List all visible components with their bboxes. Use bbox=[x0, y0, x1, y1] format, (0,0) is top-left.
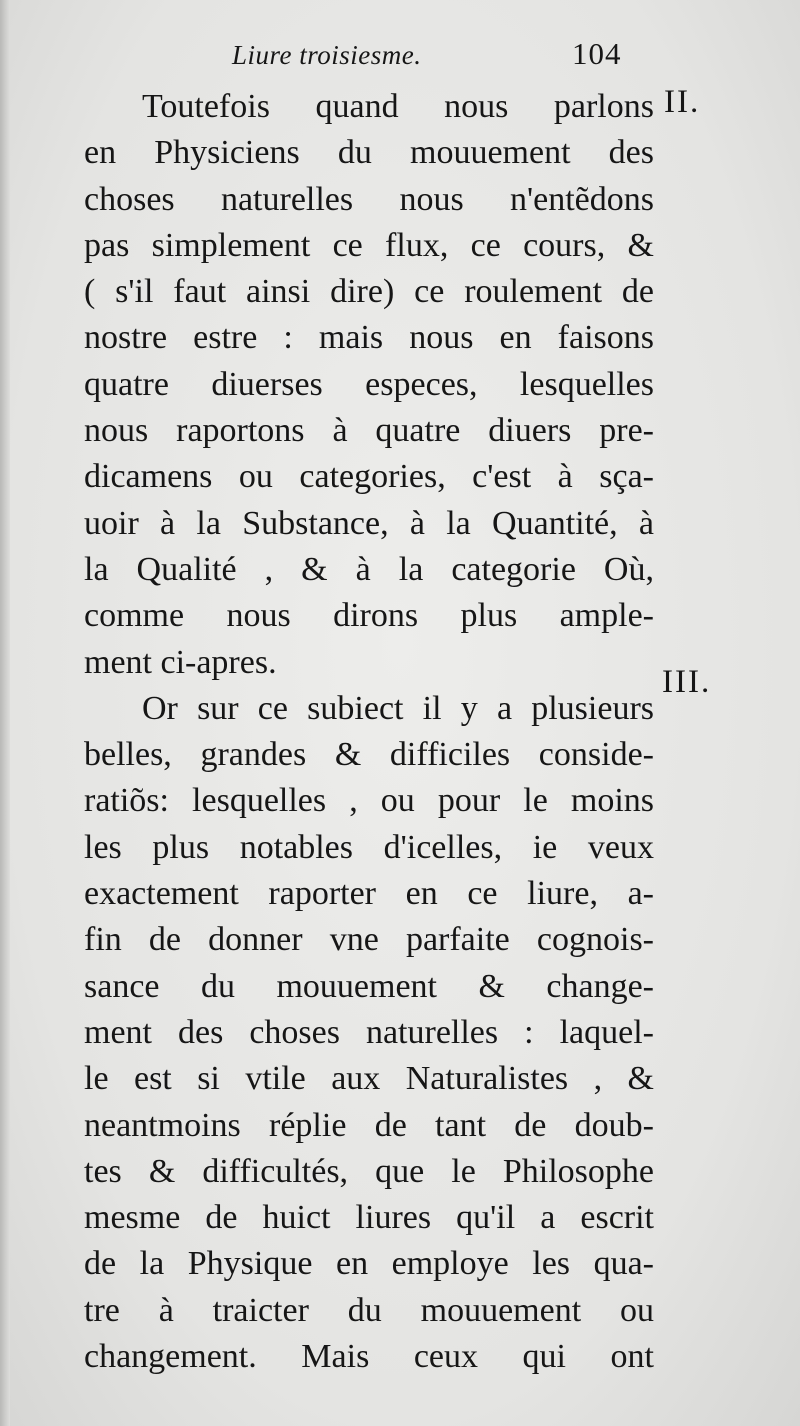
text-line: le est si vtile aux Naturalistes , & bbox=[84, 1060, 654, 1098]
text-line: sance du mouuement & change- bbox=[84, 967, 654, 1005]
text-line: Or sur ce subiect il y a plusieurs bbox=[142, 689, 654, 727]
marginal-section-number-3: III. bbox=[662, 664, 712, 700]
text-line: uoir à la Substance, à la Quantité, à bbox=[84, 504, 654, 542]
text-line: belles, grandes & difficiles conside- bbox=[84, 736, 654, 774]
text-line: tes & difficultés, que le Philosophe bbox=[84, 1152, 654, 1190]
text-line: ratiõs: lesquelles , ou pour le moins bbox=[84, 782, 654, 820]
text-line: mesme de huict liures qu'il a escrit bbox=[84, 1199, 654, 1237]
marginal-section-number-2: II. bbox=[664, 84, 701, 120]
text-line: nostre estre : mais nous en faisons bbox=[84, 319, 654, 357]
text-line: comme nous dirons plus ample- bbox=[84, 597, 654, 635]
text-line: quatre diuerses especes, lesquelles bbox=[84, 365, 654, 403]
text-line: neantmoins réplie de tant de doub- bbox=[84, 1106, 654, 1144]
text-line: exactement raporter en ce liure, a- bbox=[84, 875, 654, 913]
text-line: dicamens ou categories, c'est à sça- bbox=[84, 458, 654, 496]
text-line: de la Physique en employe les qua- bbox=[84, 1245, 654, 1283]
text-line: les plus notables d'icelles, ie veux bbox=[84, 828, 654, 866]
text-line: changement. Mais ceux qui ont bbox=[84, 1338, 654, 1376]
body-text bbox=[84, 84, 654, 1380]
text-line: nous raportons à quatre diuers pre- bbox=[84, 412, 654, 450]
text-line: choses naturelles nous n'entẽdons bbox=[84, 180, 654, 218]
running-title: Liure troisiesme. bbox=[232, 40, 422, 70]
text-line: ment ci-apres. bbox=[84, 643, 277, 681]
page-number: 104 bbox=[572, 36, 622, 71]
text-line: en Physiciens du mouuement des bbox=[84, 134, 654, 172]
page-edge-shadow bbox=[0, 0, 10, 1426]
text-line: tre à traicter du mouuement ou bbox=[84, 1291, 654, 1329]
text-line: ( s'il faut ainsi dire) ce roulement de bbox=[84, 273, 654, 311]
text-line: Toutefois quand nous parlons bbox=[142, 88, 654, 125]
text-line: fin de donner vne parfaite cognois- bbox=[84, 921, 654, 959]
text-line: pas simplement ce flux, ce cours, & bbox=[84, 226, 654, 264]
text-line: la Qualité , & à la categorie Où, bbox=[84, 550, 654, 588]
text-line: ment des choses naturelles : laquel- bbox=[84, 1013, 654, 1051]
